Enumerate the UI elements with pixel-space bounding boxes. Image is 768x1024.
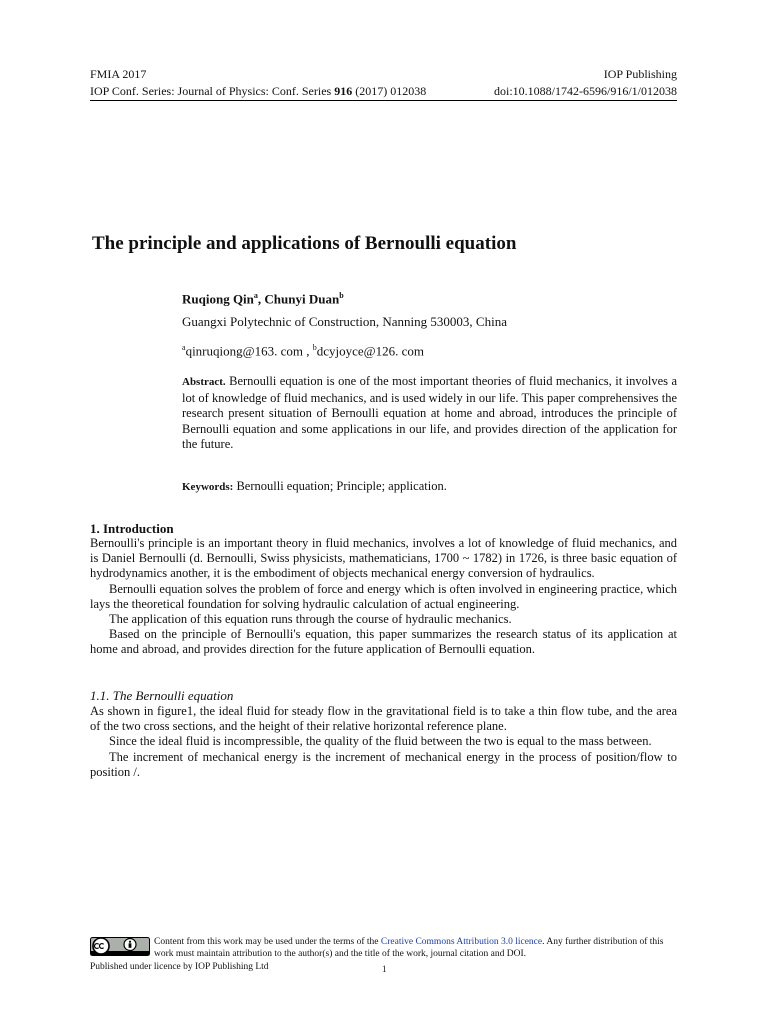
abstract-label: Abstract.	[182, 376, 226, 388]
paragraph: The increment of mechanical energy is the increment of mechanical energy in the process of position/flow to position /.	[90, 749, 677, 779]
page-number: 1	[382, 964, 387, 974]
license-text: . Any further distribution of this work must maintain attribution to the author(s) and the title of the work, journal citation and DOI.	[154, 937, 664, 959]
email-marker: a	[182, 343, 186, 352]
paragraph: Bernoulli equation solves the problem of force and energy which is often involved in engineering practice, which lays the theoretical foundation for solving hydraulic calculation of actual engineering.	[90, 581, 677, 611]
header-rule	[90, 100, 677, 101]
author-name: Chunyi Duan	[264, 291, 340, 307]
publisher-name: IOP Publishing	[603, 67, 677, 81]
series-prefix: IOP Conf. Series: Journal of Physics: Conf. Series	[90, 84, 335, 98]
license-notice	[154, 936, 678, 960]
paragraph: The application of this equation runs through the course of hydraulic mechanics.	[109, 612, 512, 627]
doi[interactable]: doi:10.1088/1742-6596/916/1/012038	[494, 84, 677, 98]
paragraph: As shown in figure1, the ideal fluid for steady flow in the gravitational field is to take a thin flow tube, and the area of the two cross sections, and the height of their relative horizontal reference plane.	[90, 704, 677, 734]
author-list	[182, 291, 344, 307]
email-address[interactable]: qinruqiong@163. com ,	[185, 343, 313, 359]
affiliation: Guangxi Polytechnic of Construction, Nanning 530003, China	[182, 314, 507, 329]
conference-name: FMIA 2017	[90, 67, 147, 81]
affiliation-marker: a	[253, 291, 258, 300]
introduction-body	[90, 536, 677, 658]
author-emails	[182, 343, 424, 359]
paragraph: Bernoulli's principle is an important theory in fluid mechanics, involves a lot of knowledge of fluid mechanics, and is Daniel Bernoulli (d. Bernoulli, Swiss physicists, mathematicians, 1700 ~ 1782) in 1726, is three basic equation of hydrodynamics another, it is the embodiment of objects mechanical energy conversion of hydraulics.	[90, 536, 677, 581]
author-separator: ,	[257, 291, 265, 307]
subsection-heading: 1.1. The Bernoulli equation	[90, 688, 234, 703]
license-link[interactable]: Creative Commons Attribution 3.0 licence	[380, 937, 543, 947]
affiliation-marker: b	[339, 291, 344, 300]
cc-by-license-icon[interactable]	[90, 937, 150, 956]
bernoulli-equation-body	[90, 704, 677, 780]
published-notice: Published under licence by IOP Publishing Ltd	[90, 962, 269, 972]
author-name: Ruqiong Qin	[182, 291, 254, 307]
paragraph: Since the ideal fluid is incompressible, the quality of the fluid between the two is equal to the mass between.	[109, 734, 652, 749]
paper-title: The principle and applications of Bernoulli equation	[92, 233, 517, 254]
abstract	[182, 374, 677, 453]
keywords-label: Keywords:	[182, 481, 234, 493]
keywords-text: Bernoulli equation; Principle; application.	[233, 479, 447, 493]
series-suffix: (2017) 012038	[352, 84, 427, 98]
keywords	[182, 479, 447, 494]
email-address[interactable]: dcyjoyce@126. com	[316, 343, 424, 359]
journal-series	[90, 84, 426, 98]
paragraph: Based on the principle of Bernoulli's equation, this paper summarizes the research status of its application at home and abroad, and provides direction for the future application of Bernoulli equation.	[90, 627, 677, 657]
section-heading: 1. Introduction	[90, 521, 174, 536]
email-marker: b	[312, 343, 317, 352]
volume-number: 916	[334, 84, 353, 98]
license-text: Content from this work may be used under the terms of the	[154, 937, 381, 947]
abstract-text: Bernoulli equation is one of the most important theories of fluid mechanics, it involves a lot of knowledge of fluid mechanics, and is used widely in our life. This paper comprehensives the research present situation of Bernoulli equation at home and abroad, introduces the principle of Bernoulli equation and some applications in our life, and provides direction of the application for the future.	[182, 374, 677, 451]
